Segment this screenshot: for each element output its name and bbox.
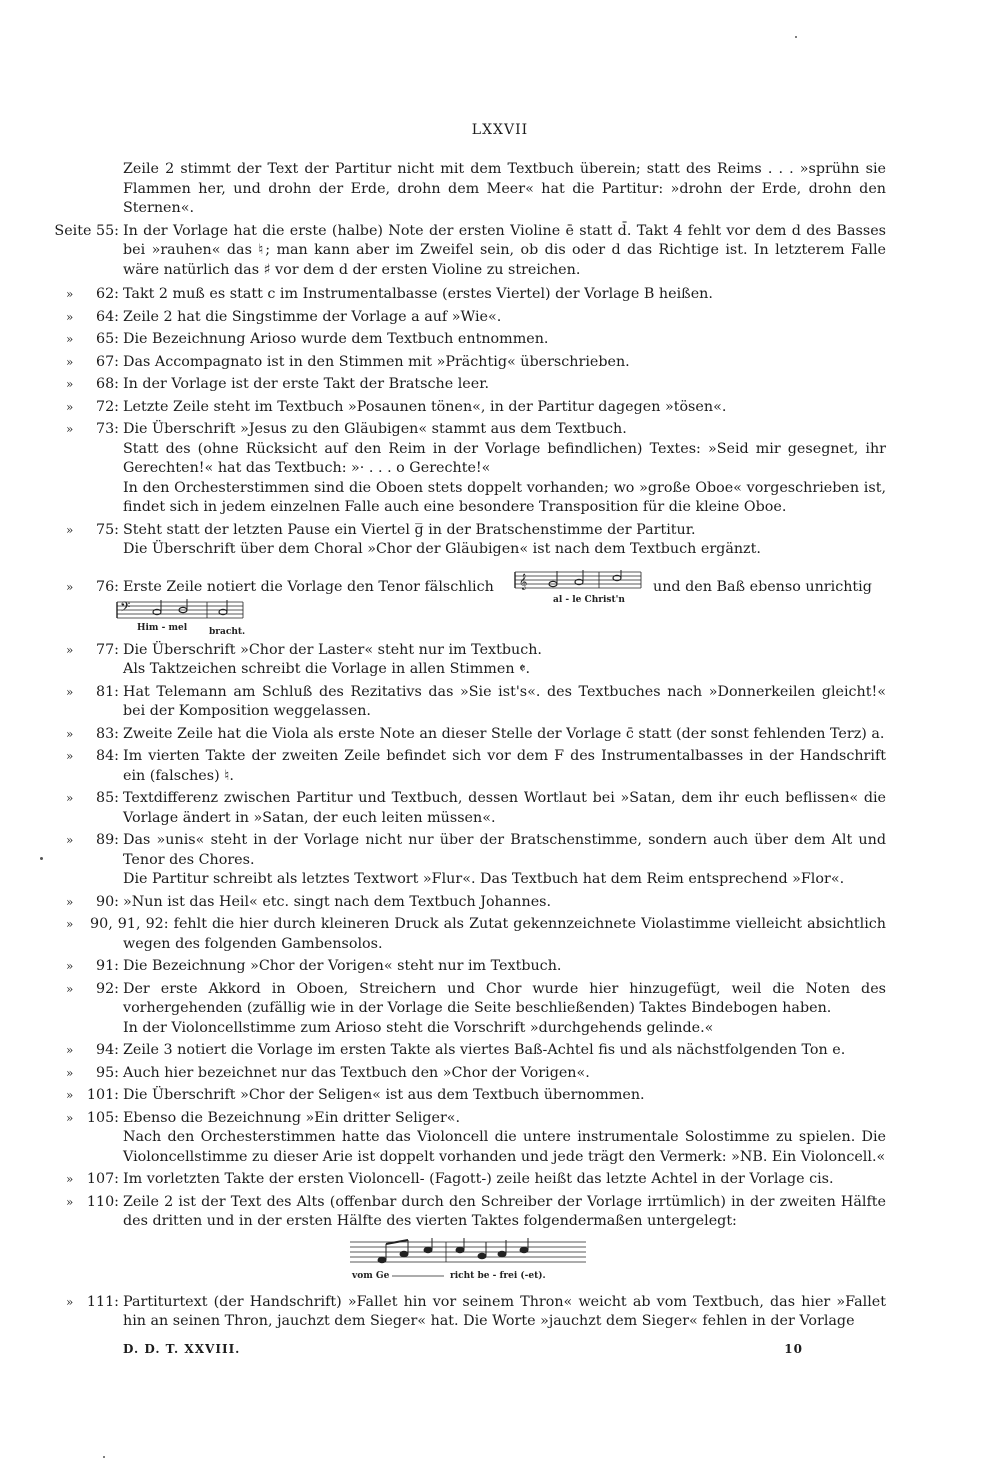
ditto-mark: » bbox=[66, 287, 74, 301]
commentary-entry bbox=[0, 1064, 1000, 1084]
commentary-entry bbox=[0, 1293, 1000, 1332]
ditto-mark: » bbox=[66, 1043, 74, 1057]
entry-text: Erste Zeile notiert die Vorlage den Tenor fälschlich bbox=[123, 578, 494, 595]
page-reference: 72: bbox=[95, 398, 119, 415]
ditto-mark: » bbox=[66, 1172, 74, 1186]
ditto-mark: » bbox=[66, 332, 74, 346]
page-reference: 67: bbox=[95, 353, 119, 370]
commentary-entry bbox=[0, 308, 1000, 328]
page-reference: 95: bbox=[95, 1064, 119, 1081]
music-example-bass bbox=[115, 598, 245, 636]
commentary-entry bbox=[0, 831, 1000, 890]
ditto-mark: » bbox=[66, 684, 74, 699]
entry-text: Textdifferenz zwischen Partitur und Textbuch, dessen Wortlaut bei »Satan, dem ihr euch beflissen« die Vorlage ändert in »Satan, der euch leiten müssen«. bbox=[123, 790, 886, 826]
entry-text: »Nun ist das Heil« etc. singt nach dem Textbuch Johannes. bbox=[123, 893, 552, 910]
entry-text: Auch hier bezeichnet nur das Textbuch den »Chor der Vorigen«. bbox=[123, 1064, 590, 1081]
commentary-entry bbox=[0, 285, 1000, 305]
commentary-entry bbox=[0, 725, 1000, 745]
commentary-entry bbox=[0, 330, 1000, 350]
ditto-mark: » bbox=[66, 791, 74, 805]
commentary-entry bbox=[0, 893, 1000, 913]
entry-text: Die Partitur schreibt als letztes Textwort »Flur«. Das Textbuch hat dem Reim entsprechend »Flor«. bbox=[123, 871, 845, 887]
entry-text: Im vierten Takte der zweiten Zeile befindet sich vor dem F des Instrumentalbasses in der Handschrift ein (falsches) ♮. bbox=[123, 748, 886, 784]
entry-text: Hat Telemann am Schluß des Rezitativs das »Sie ist's«. des Textbuches nach »Donnerkeilen gleicht!« bei der Komposition weggelassen. bbox=[123, 683, 886, 719]
entry-text: Zeile 2 hat die Singstimme der Vorlage a auf »Wie«. bbox=[123, 308, 502, 325]
ditto-mark: » bbox=[66, 1294, 74, 1309]
commentary-entry bbox=[0, 1170, 1000, 1190]
entry-text: Die Bezeichnung »Chor der Vorigen« steht nur im Textbuch. bbox=[123, 958, 562, 974]
page-reference: 83: bbox=[95, 725, 119, 742]
page-reference: 76: bbox=[95, 578, 119, 595]
ditto-mark: » bbox=[66, 354, 74, 369]
print-speck bbox=[795, 36, 797, 38]
commentary-entry bbox=[0, 353, 1000, 373]
entry-text: Die Überschrift »Jesus zu den Gläubigen« stammt aus dem Textbuch. bbox=[123, 421, 627, 437]
entry-text: Takt 2 muß es statt c im Instrumentalbasse (erstes Viertel) der Vorlage B heißen. bbox=[123, 286, 713, 302]
ditto-mark: » bbox=[66, 726, 74, 741]
commentary-entry bbox=[0, 641, 1000, 680]
entry-text: Zeile 2 stimmt der Text der Partitur nicht mit dem Textbuch überein; statt des Reims . . . »sprühn sie Flammen her, und drohn der Erde, drohn dem Meer« hat die Partitur: »drohn der Erde, drohn den Sternen«. bbox=[123, 161, 886, 216]
commentary-entry bbox=[0, 521, 1000, 560]
ditto-mark: » bbox=[66, 522, 74, 537]
entry-text: Steht statt der letzten Pause ein Viertel g̅ in der Bratschenstimme der Partitur. bbox=[123, 521, 696, 538]
page-reference: 81: bbox=[95, 683, 119, 700]
music-lyric: Him - mel bbox=[137, 622, 188, 633]
entry-text: In den Orchesterstimmen sind die Oboen stets doppelt vorhanden; wo »große Oboe« vorgeschrieben ist, findet sich in jedem einzelnen Falle auch eine besondere Transposition für die kleine Oboe. bbox=[123, 479, 886, 515]
music-example-tenor bbox=[513, 570, 643, 606]
ditto-mark: » bbox=[66, 579, 74, 594]
entry-text: In der Violoncellstimme zum Arioso steht die Vorschrift »durchgehends gelinde.« bbox=[123, 1019, 714, 1036]
page-reference: 89: bbox=[95, 832, 119, 848]
music-lyric: bracht. bbox=[209, 626, 245, 636]
music-example-alto bbox=[348, 1238, 588, 1290]
music-lyric: al - le Christ'n bbox=[553, 594, 625, 605]
page-reference: 62: bbox=[95, 286, 119, 302]
entry-text: Die Überschrift »Chor der Laster« steht nur im Textbuch. bbox=[123, 641, 542, 658]
page-reference: 65: bbox=[95, 331, 119, 347]
commentary-entry bbox=[0, 420, 1000, 518]
entry-text: Zeile 3 notiert die Vorlage im ersten Takte als viertes Baß-Achtel fis und als nächstfolgenden Ton e. bbox=[123, 1042, 846, 1058]
commentary-list bbox=[0, 160, 1000, 1332]
ditto-mark: » bbox=[66, 422, 74, 436]
entry-text: und den Baß ebenso unrichtig bbox=[653, 578, 872, 595]
entry-text: Zweite Zeile hat die Viola als erste Note an dieser Stelle der Vorlage c̄ statt (der sonst fehlenden Terz) a. bbox=[123, 725, 885, 742]
page-reference: 90, 91, 92: bbox=[90, 916, 169, 932]
music-lyric: richt be - frei (-et). bbox=[450, 1270, 546, 1281]
commentary-entry bbox=[0, 398, 1000, 418]
page-footer bbox=[123, 1342, 803, 1356]
footer-sheet-number: 10 bbox=[784, 1342, 803, 1356]
ditto-mark: » bbox=[66, 377, 74, 391]
page-reference: 110: bbox=[86, 1193, 119, 1210]
page-reference: 64: bbox=[95, 308, 119, 325]
entry-text: Nach den Orchesterstimmen hatte das Violoncell die untere instrumentale Solostimme zu spielen. Die Violoncellstimme zu dieser Arie ist doppelt vorhanden und jede trägt den Vermerk: »NB. Ein Violoncell.« bbox=[123, 1129, 886, 1165]
page-reference: 91: bbox=[95, 958, 119, 974]
ditto-mark: » bbox=[66, 1065, 74, 1080]
page-number: LXXVII bbox=[471, 122, 529, 138]
svg-text:𝄢: 𝄢 bbox=[120, 598, 131, 618]
commentary-entry bbox=[0, 1193, 1000, 1290]
music-lyric: vom Ge bbox=[352, 1270, 390, 1281]
ditto-mark: » bbox=[66, 399, 74, 414]
page-reference: 94: bbox=[95, 1042, 119, 1058]
entry-text: Ebenso die Bezeichnung »Ein dritter Seliger«. bbox=[123, 1109, 461, 1126]
ditto-mark: » bbox=[66, 959, 74, 973]
commentary-entry bbox=[0, 1086, 1000, 1106]
entry-text: Die Überschrift »Chor der Seligen« ist aus dem Textbuch übernommen. bbox=[123, 1087, 645, 1103]
entry-text: Das »unis« steht in der Vorlage nicht nur über der Bratschenstimme, sondern auch über dem Alt und Tenor des Chores. bbox=[123, 832, 886, 868]
page-reference: 85: bbox=[95, 790, 119, 806]
commentary-entry bbox=[0, 789, 1000, 828]
page-reference: Seite 55: bbox=[54, 222, 119, 239]
ditto-mark: » bbox=[66, 894, 74, 909]
commentary-entry bbox=[0, 573, 1000, 636]
page-reference: 68: bbox=[95, 376, 119, 392]
page-reference: 90: bbox=[95, 893, 119, 910]
commentary-entry bbox=[0, 747, 1000, 786]
ditto-mark: » bbox=[66, 1088, 74, 1102]
entry-text: In der Vorlage hat die erste (halbe) Note der ersten Violine ē statt d̄. Takt 4 fehlt vor dem d des Basses bei »rauhen« das ♮; man kann aber im Zweifel sein, ob dis oder d das Richtige ist. In letzterem Falle wäre natürlich das ♯ vor dem d der ersten Violine zu streichen. bbox=[123, 222, 886, 278]
page-reference: 75: bbox=[95, 521, 119, 538]
commentary-entry bbox=[0, 1041, 1000, 1061]
commentary-entry bbox=[0, 1109, 1000, 1168]
entry-text: Als Taktzeichen schreibt die Vorlage in allen Stimmen 𝄵. bbox=[123, 661, 531, 677]
commentary-entry bbox=[0, 375, 1000, 395]
page-reference: 92: bbox=[95, 980, 119, 997]
entry-text: Die Bezeichnung Arioso wurde dem Textbuch entnommen. bbox=[123, 331, 549, 347]
page-reference: 105: bbox=[86, 1109, 119, 1126]
print-speck bbox=[40, 857, 43, 860]
svg-text:𝄞: 𝄞 bbox=[519, 573, 528, 590]
page-reference: 84: bbox=[95, 748, 119, 764]
entry-text: Partiturtext (der Handschrift) »Fallet hin vor seinem Thron« weicht ab vom Textbuch, das hier »Fallet hin an seinen Thron, jauchzt dem Sieger« hat. Die Worte »jauchzt dem Sieger« fehlen in der Vorlage bbox=[123, 1293, 886, 1329]
ditto-mark: » bbox=[66, 833, 74, 847]
entry-text: Zeile 2 ist der Text des Alts (offenbar durch den Schreiber der Vorlage irrtümlich) in der zweiten Hälfte des dritten und in der ersten Hälfte des vierten Taktes folgendermaßen untergelegt: bbox=[123, 1193, 886, 1229]
entry-text: In der Vorlage ist der erste Takt der Bratsche leer. bbox=[123, 376, 490, 392]
entry-text: Die Überschrift über dem Choral »Chor der Gläubigen« ist nach dem Textbuch ergänzt. bbox=[123, 541, 761, 557]
ditto-mark: » bbox=[66, 642, 74, 657]
entry-text: Im vorletzten Takte der ersten Violoncell- (Fagott-) zeile heißt das letzte Achtel in der Vorlage cis. bbox=[123, 1171, 834, 1187]
commentary-entry bbox=[0, 222, 1000, 281]
page-reference: 73: bbox=[95, 421, 119, 437]
page-reference: 77: bbox=[95, 641, 119, 658]
entry-text: Statt des (ohne Rücksicht auf den Reim in der Vorlage befindlichen) Textes: »Seid mir gesegnet, ihr Gerechten!« hat das Textbuch: »· . . . o Gerechte!« bbox=[123, 440, 886, 476]
ditto-mark: » bbox=[66, 981, 74, 996]
ditto-mark: » bbox=[66, 749, 74, 763]
ditto-mark: » bbox=[66, 309, 74, 324]
page-reference: 107: bbox=[86, 1171, 119, 1187]
entry-text: fehlt die hier durch kleineren Druck als Zutat gekennzeichnete Violastimme vielleicht absichtlich wegen des folgenden Gambensolos. bbox=[123, 916, 887, 952]
ditto-mark: » bbox=[66, 917, 74, 931]
print-speck bbox=[103, 1456, 105, 1458]
commentary-entry bbox=[0, 683, 1000, 722]
entry-text: Der erste Akkord in Oboen, Streichern und Chor wurde hier hinzugefügt, weil die Noten des vorhergehenden (zufällig wie in der Vorlage die Seite beschließenden) Taktes Bindebogen haben. bbox=[123, 980, 886, 1016]
page-reference: 101: bbox=[86, 1087, 119, 1103]
commentary-entry bbox=[0, 915, 1000, 954]
commentary-entry bbox=[0, 160, 1000, 219]
commentary-entry bbox=[0, 957, 1000, 977]
page-reference: 111: bbox=[86, 1293, 119, 1310]
footer-volume: D. D. T. XXVIII. bbox=[123, 1342, 241, 1356]
ditto-mark: » bbox=[66, 1110, 74, 1125]
entry-text: Das Accompagnato ist in den Stimmen mit »Prächtig« überschrieben. bbox=[123, 353, 630, 370]
commentary-entry bbox=[0, 980, 1000, 1039]
entry-text: Letzte Zeile steht im Textbuch »Posaunen tönen«, in der Partitur dagegen »tösen«. bbox=[123, 398, 727, 415]
ditto-mark: » bbox=[66, 1194, 74, 1209]
